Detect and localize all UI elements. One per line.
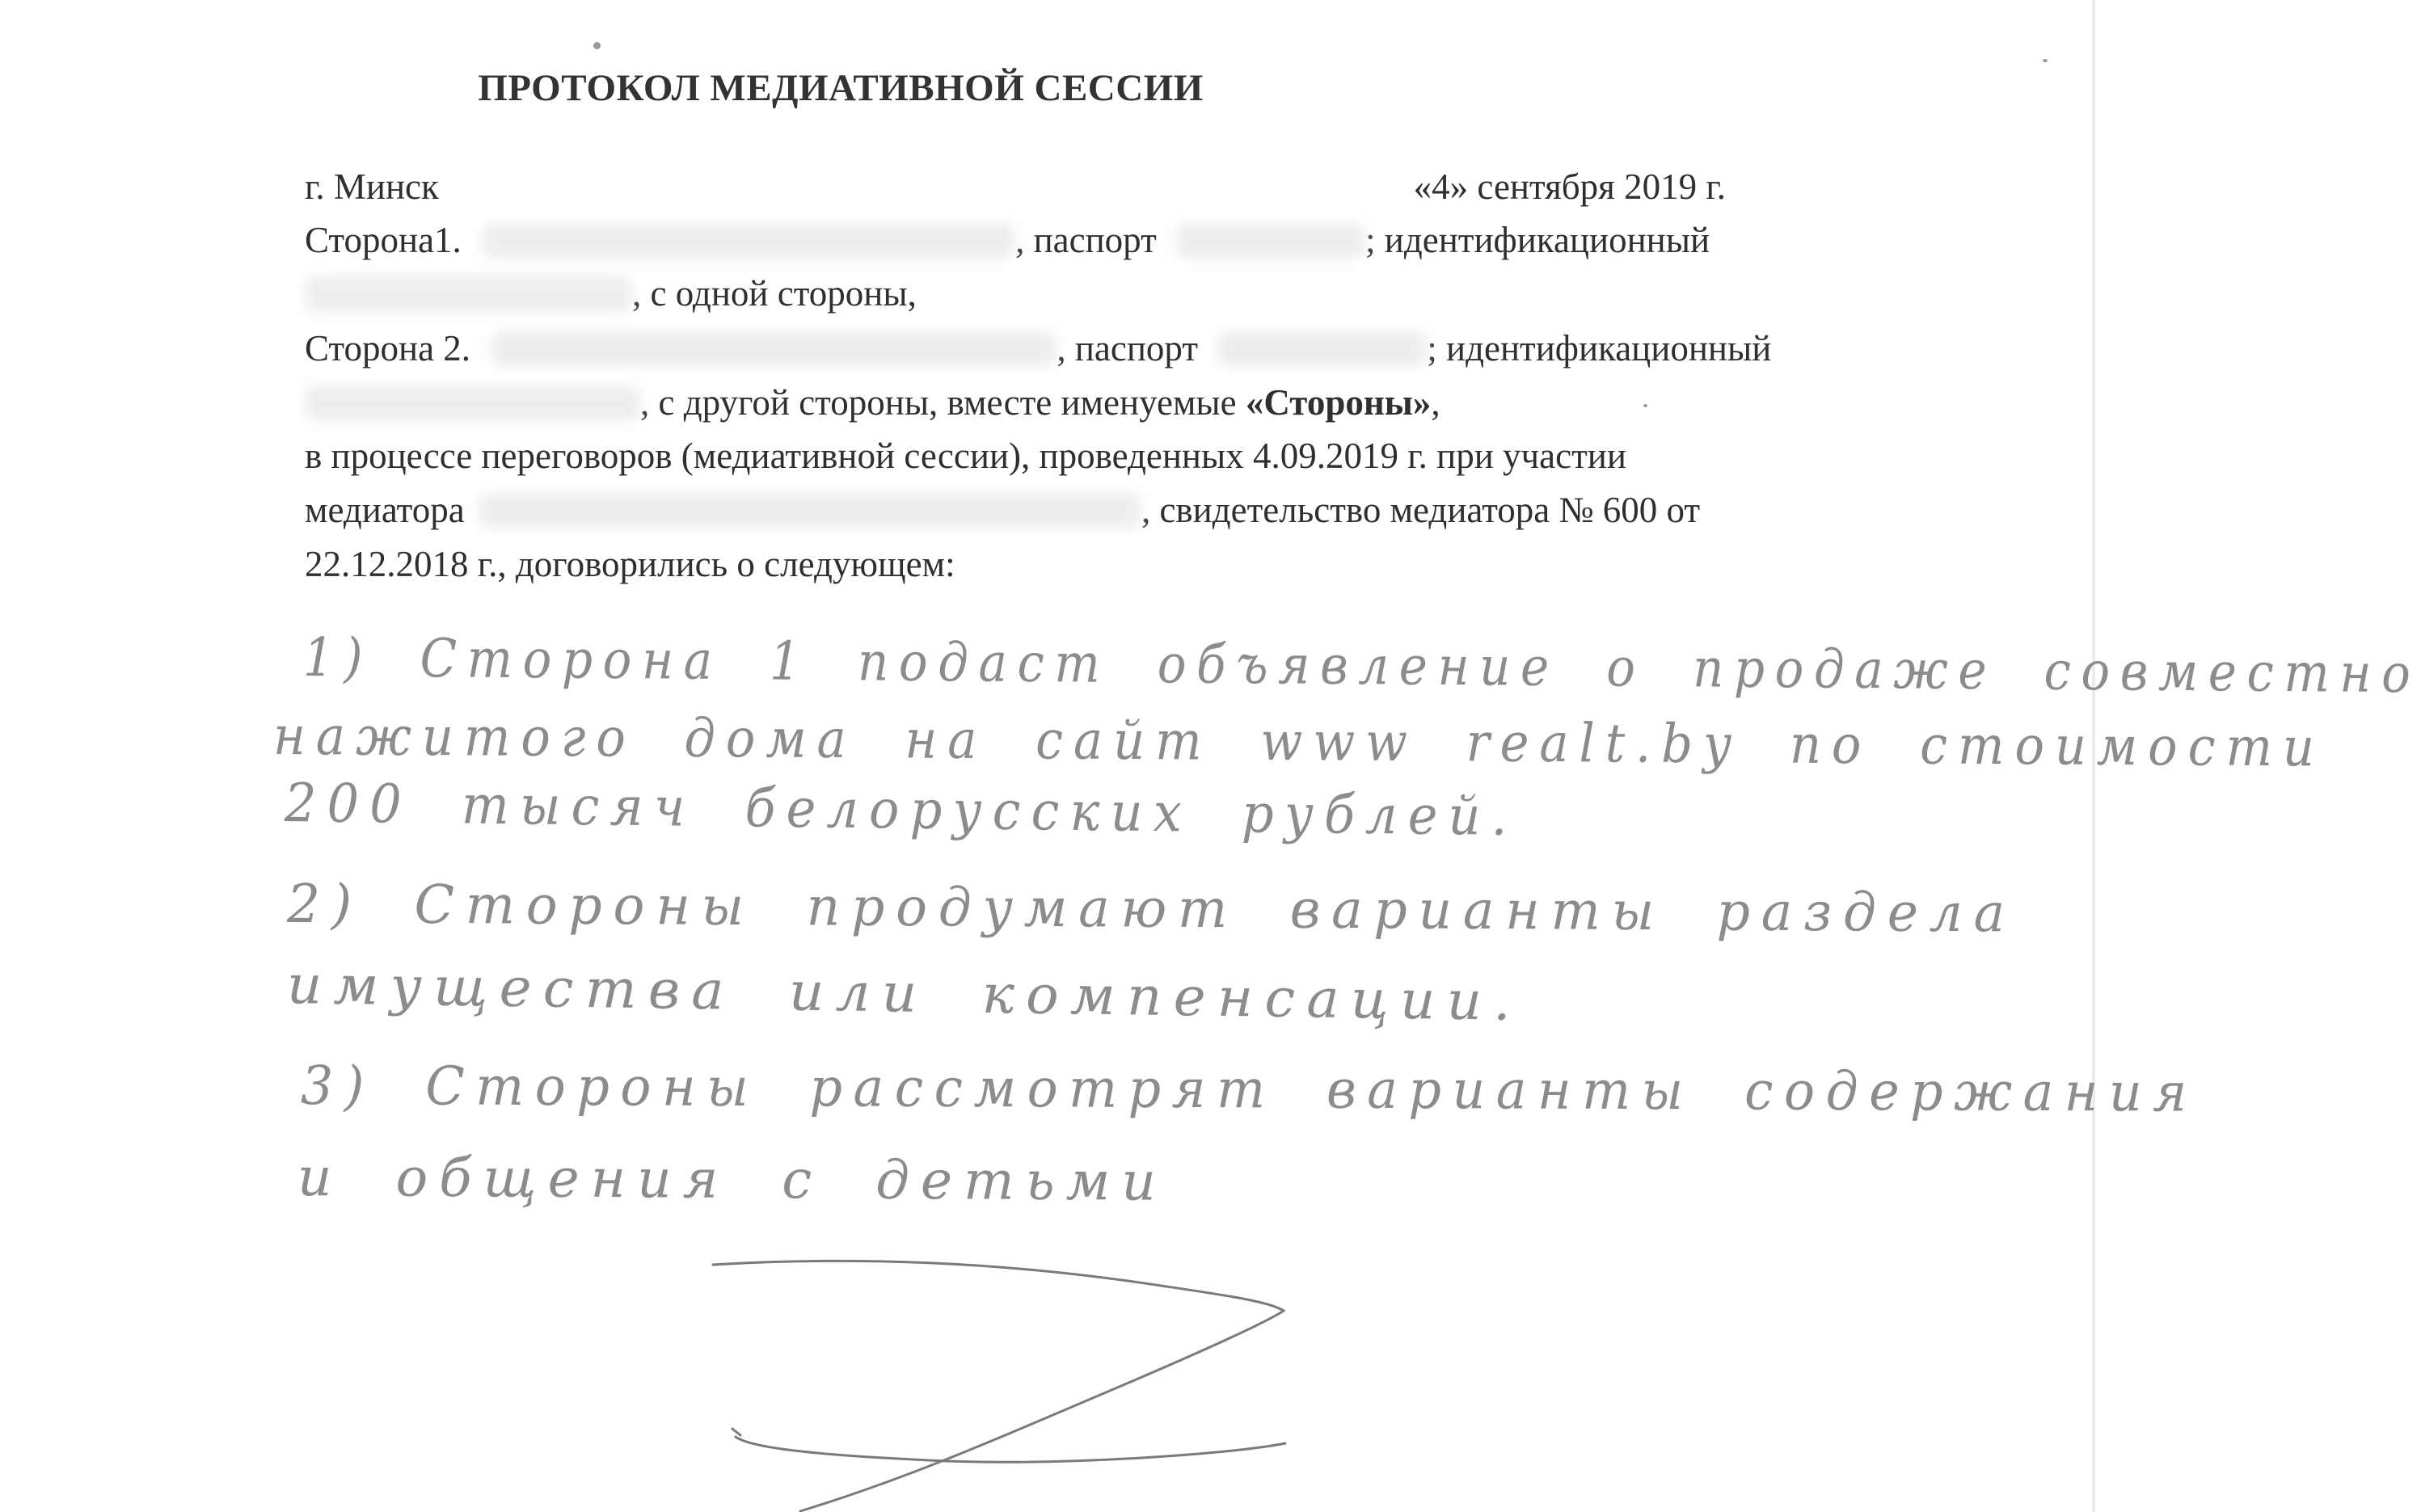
signature-stroke-tick [732,1429,740,1435]
handwritten-item-1-line-1: 1) Сторона 1 подаст объявление о продаже совместно [302,626,2421,705]
party1-side-text: , с одной стороны, [632,273,917,314]
signature-stroke-main [713,1261,1284,1511]
handwritten-item-3-line-2: и общения с детьми [297,1146,1168,1213]
mediator-label: медиатора [305,490,465,530]
comma: , [1431,382,1440,423]
redacted-party2-id [305,385,640,421]
city-date-line [305,162,1726,212]
handwritten-item-2-line-1: 2) Стороны продумают варианты раздела [286,873,2017,945]
redacted-party1-passport [1175,223,1365,259]
party2-line [305,323,1771,373]
mediator-line [305,485,1700,535]
certificate-text: , свидетельство медиатора № 600 от [1141,490,1701,530]
redacted-mediator-name [479,493,1141,529]
handwritten-signature [703,1236,1318,1511]
handwritten-item-1-line-3: 200 тысяч белорусских рублей. [284,772,1518,848]
document-title: ПРОТОКОЛ МЕДИАТИВНОЙ СЕССИИ [478,67,1204,109]
signature-stroke-underline [736,1437,1285,1462]
agreement-intro-line: 22.12.2018 г., договорились о следующем: [305,544,955,584]
scan-speck [593,42,601,49]
party1-id-line [305,268,917,318]
process-line: в процессе переговоров (медиативной сессии), проведенных 4.09.2019 г. при участии [305,436,1626,476]
party2-label: Сторона 2. [305,328,471,369]
party2-passport-label: , паспорт [1057,328,1198,369]
party1-passport-label: , паспорт [1015,220,1157,260]
redacted-party1-name [482,223,1015,259]
handwritten-item-3-line-1: 3) Стороны рассмотрят варианты содержания [300,1055,2198,1124]
party1-line [305,215,1710,265]
handwritten-item-2-line-2: имущества или компенсации. [286,954,1523,1033]
document-date: «4» сентября 2019 г. [1413,166,1726,207]
redacted-party2-name [491,331,1057,367]
party2-side-text: , с другой стороны, вместе именуемые [640,382,1246,423]
redacted-party1-id [305,276,632,312]
scan-speck [1643,404,1647,407]
party1-label: Сторона1. [305,220,462,260]
party1-id-label: ; идентификационный [1365,220,1710,260]
city: г. Минск [305,166,439,207]
parties-collective-name: «Стороны» [1245,382,1432,423]
redacted-party2-passport [1217,331,1427,367]
party2-id-label: ; идентификационный [1427,328,1772,369]
party2-id-line [305,377,1440,427]
scan-speck [2043,59,2048,62]
handwritten-item-1-line-2: нажитого дома на сайт www realt.by по стоимости [272,705,2326,779]
